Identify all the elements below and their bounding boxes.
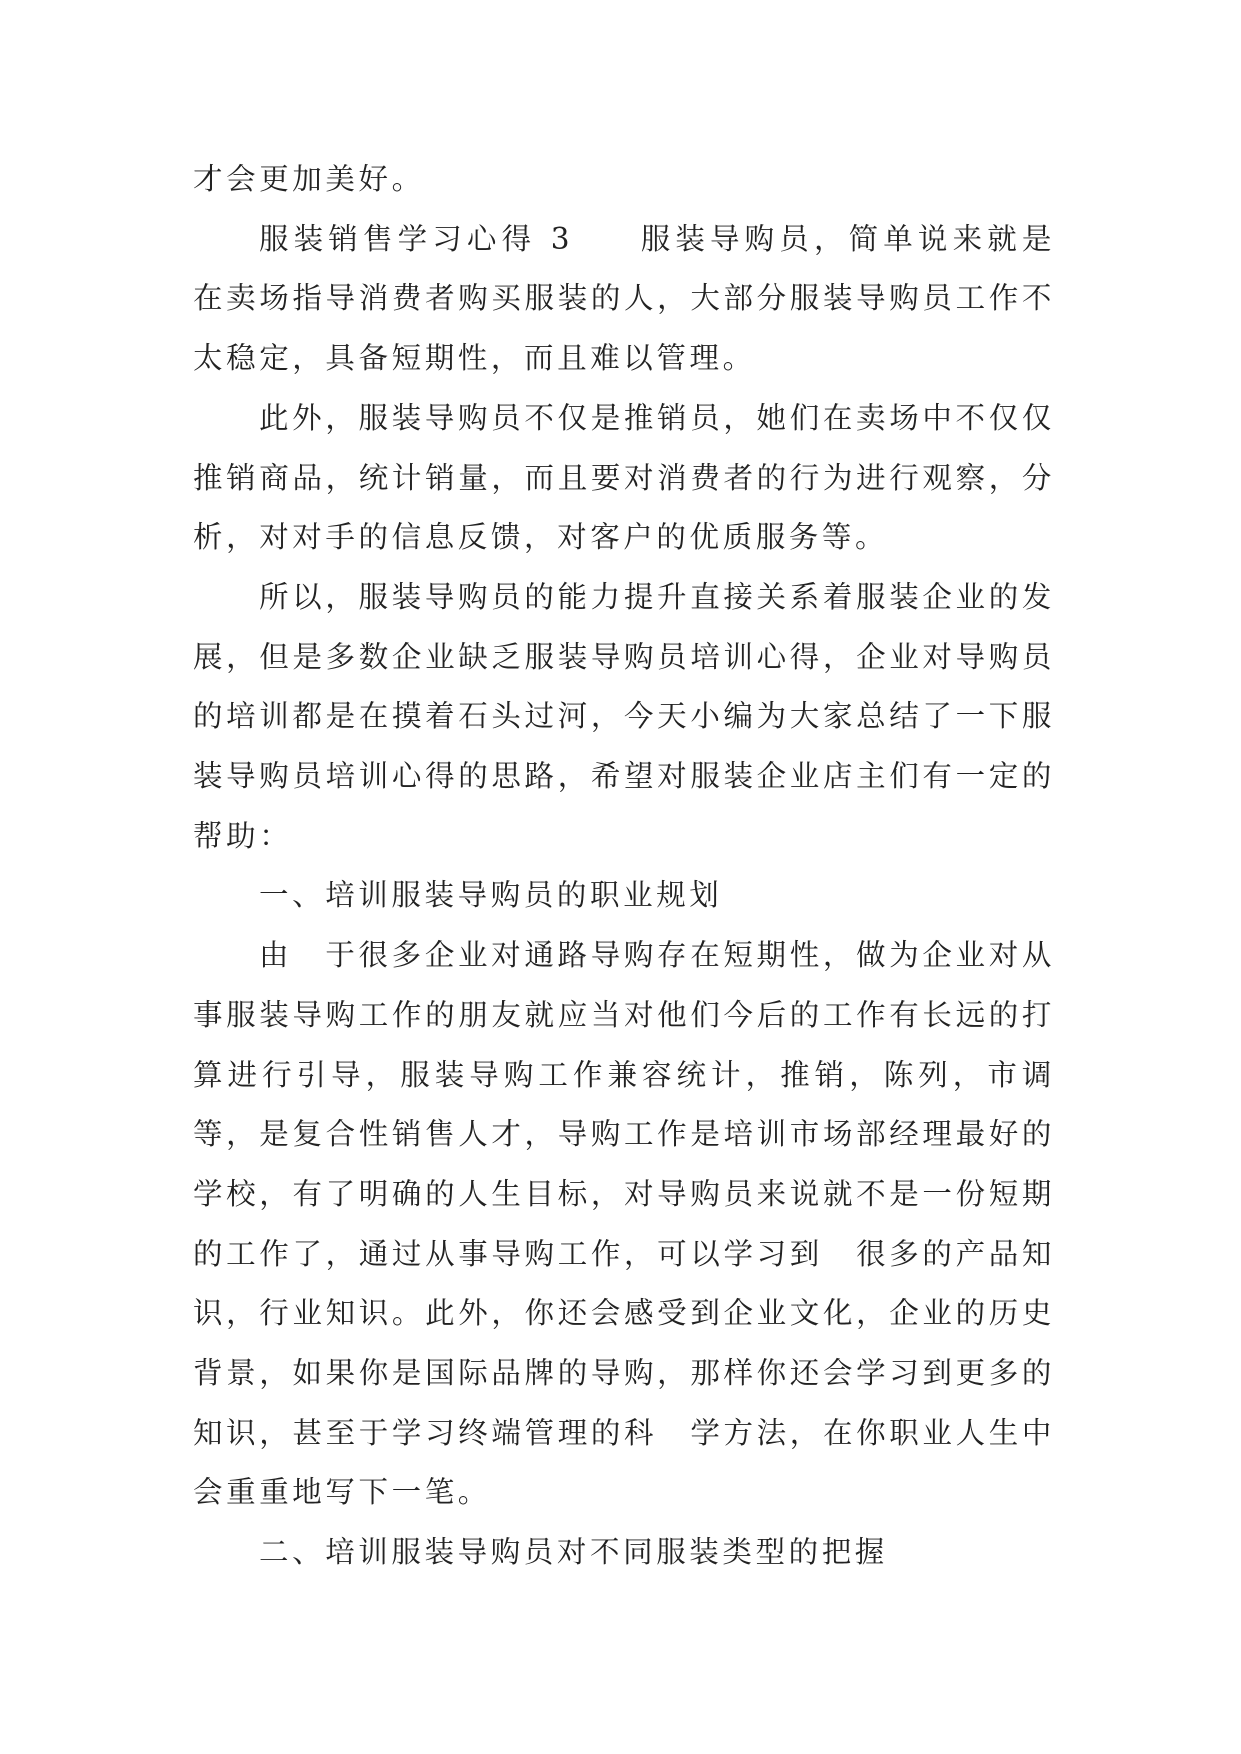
document-body — [193, 150, 1055, 1583]
paragraph-text: 服装导购员，简单说来就是在卖场指导消费者购买服装的人，大部分服装导购员工作不太稳定，具备短期性，而且难以管理。 — [193, 221, 1055, 376]
paragraph-text: 此外，服装导购员不仅是推销员，她们在卖场中不仅仅推销商品，统计销量，而且要对消费者的行为进行观察，分析，对对手的信息反馈，对客户的优质服务等。 — [193, 400, 1055, 555]
section-heading: 服装销售学习心得 3 — [259, 221, 574, 256]
paragraph-text: 所以，服装导购员的能力提升直接关系着服装企业的发展，但是多数企业缺乏服装导购员培训心得，企业对导购员的培训都是在摸着石头过河，今天小编为大家总结了一下服装导购员培训心得的思路，希望对服装企业店主们有一定的帮助： — [193, 579, 1055, 853]
subheading-clothing-types: 二、培训服装导购员对不同服装类型的把握 — [259, 1535, 888, 1570]
paragraph-continuation: 才会更加美好。 — [193, 162, 425, 196]
paragraph-text: 由 于很多企业对通路导购存在短期性，做为企业对从事服装导购工作的朋友就应当对他们今后的工作有长远的打算进行引导，服装导购工作兼容统计，推销，陈列，市调等，是复合性销售人才，导购工作是培训市场部经理最好的学校，有了明确的人生目标，对导购员来说就不是一份短期的工作了，通过从事导购工作，可以学习到 很多的产品知识，行业知识。此外，你还会感受到企业文化，企业的历史背景，如果你是国际品牌的导购，那样你还会学习到更多的知识，甚至于学习终端管理的科 学方法，在你职业人生中会重重地写下一笔。 — [193, 938, 1055, 1510]
subheading-career-planning: 一、培训服装导购员的职业规划 — [259, 878, 723, 913]
paragraph-section-3 — [193, 210, 1055, 389]
